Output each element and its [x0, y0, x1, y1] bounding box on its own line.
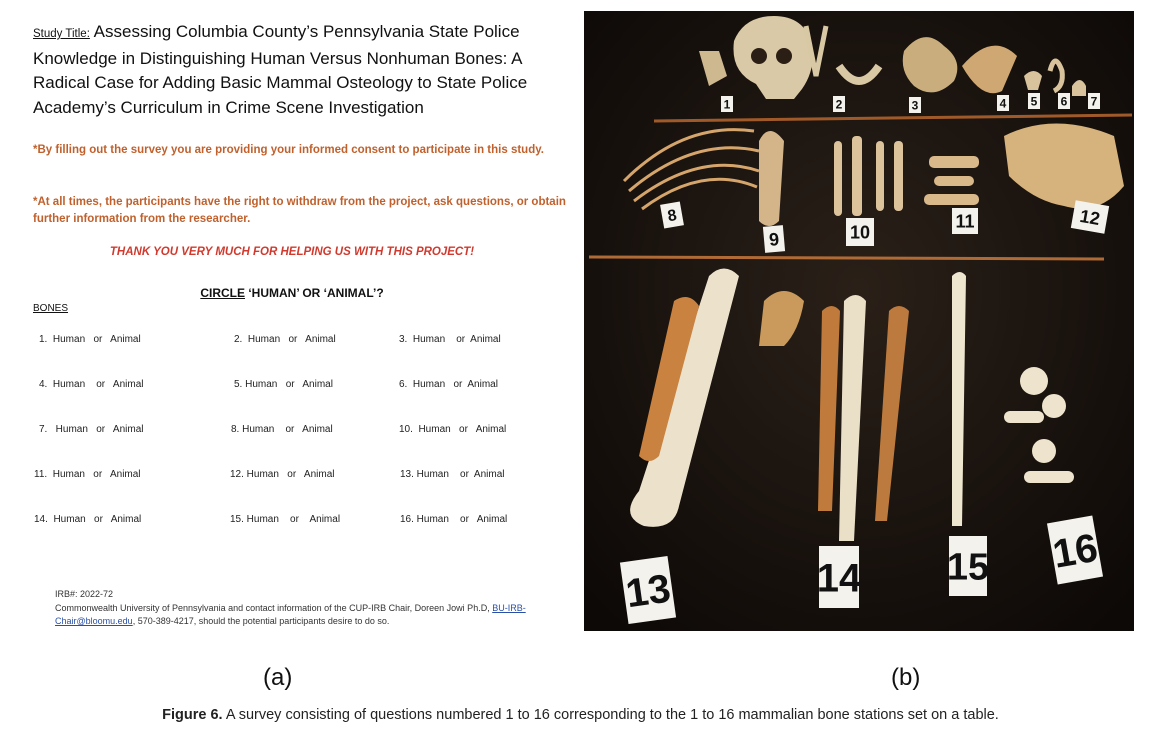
panel-label-a: (a)	[263, 664, 293, 691]
station-number: 16	[1049, 525, 1101, 577]
irb-contact-phone: , 570-389-4217, should the potential participants desire to do so.	[132, 616, 390, 626]
study-title-label: Study Title:	[33, 28, 90, 40]
station-number: 13	[623, 566, 674, 617]
station-card-11	[952, 208, 978, 234]
station-card-7	[1088, 93, 1100, 109]
survey-item-16: 16. Human or Animal	[400, 514, 508, 525]
station-card-10	[846, 218, 874, 246]
figure-caption-prefix: Figure 6.	[162, 707, 223, 723]
divider-rod-middle	[589, 257, 1104, 259]
station-number: 8	[666, 207, 679, 226]
consent-note: *By filling out the survey you are providing your informed consent to participate in this study.	[33, 144, 544, 156]
irb-contact	[55, 602, 575, 629]
panel-label-b: (b)	[891, 664, 921, 691]
station-number: 5	[1030, 94, 1038, 109]
station-number: 1	[723, 97, 731, 112]
circle-word: CIRCLE	[200, 286, 245, 300]
station-card-5	[1028, 93, 1040, 109]
figure-caption	[0, 707, 1161, 723]
irb-footer	[55, 588, 575, 629]
station-number: 2	[835, 97, 843, 112]
survey-item-7: 7. Human or Animal	[39, 424, 144, 435]
survey-item-4: 4. Human or Animal	[39, 379, 144, 390]
figure-caption-text: A survey consisting of questions numbered 1 to 16 corresponding to the 1 to 16 mammalian bone stations set on a table.	[222, 707, 999, 723]
survey-item-13: 13. Human or Animal	[400, 469, 505, 480]
station-card-15	[947, 536, 989, 596]
station-number: 4	[999, 96, 1007, 111]
survey-item-1: 1. Human or Animal	[39, 334, 141, 345]
station-number: 6	[1060, 94, 1068, 109]
station-card-2	[833, 96, 845, 112]
station-card-13	[620, 556, 676, 624]
survey-item-2: 2. Human or Animal	[234, 334, 336, 345]
survey-item-3: 3. Human or Animal	[399, 334, 501, 345]
survey-item-10: 10. Human or Animal	[399, 424, 507, 435]
circle-rest: ‘HUMAN’ OR ‘ANIMAL’?	[245, 286, 384, 300]
bones-header: BONES	[33, 303, 69, 314]
station-number: 12	[1078, 205, 1102, 230]
station-number: 11	[955, 211, 975, 232]
irb-contact-text: Commonwealth University of Pennsylvania and contact information of the CUP-IRB Chair, Doreen Jowi Ph.D,	[55, 602, 493, 613]
station-number: 14	[816, 556, 862, 601]
survey-item-14: 14. Human or Animal	[34, 514, 142, 525]
withdraw-note: *At all times, the participants have the right to withdraw from the project, ask questions, or obtain further information from the researcher.	[33, 196, 566, 225]
station-number: 10	[849, 222, 871, 243]
survey-item-12: 12. Human or Animal	[230, 469, 335, 480]
station-card-14	[817, 546, 862, 608]
station-number: 15	[946, 546, 990, 589]
survey-item-5: 5. Human or Animal	[234, 379, 333, 390]
survey-item-15: 15. Human or Animal	[230, 514, 341, 525]
irb-email-link[interactable]: BU-IRB-Chair@bloomu.edu	[55, 602, 526, 626]
bone-stations-illustration	[584, 11, 1134, 631]
circle-instruction	[0, 286, 584, 300]
study-title	[33, 20, 578, 120]
irb-number: IRB#: 2022-72	[55, 589, 114, 599]
bone-stations-photo	[584, 11, 1134, 631]
station-number: 7	[1090, 94, 1098, 109]
survey-item-6: 6. Human or Animal	[399, 379, 498, 390]
survey-panel	[0, 0, 584, 640]
station-card-9	[763, 225, 785, 253]
thank-you-note: THANK YOU VERY MUCH FOR HELPING US WITH THIS PROJECT!	[109, 246, 475, 258]
survey-item-8: 8. Human or Animal	[231, 424, 333, 435]
station-card-1	[721, 96, 733, 112]
station-card-6	[1058, 93, 1070, 109]
station-card-12	[1071, 200, 1109, 233]
study-title-text: Assessing Columbia County’s Pennsylvania State Police Knowledge in Distinguishing Human Versus Nonhuman Bones: A Radical Case for Adding Basic Mammal Osteology to State Police Academy’s Curriculum in Crime Scene Investigation	[33, 22, 528, 117]
station-card-3	[909, 97, 921, 113]
station-card-4	[997, 95, 1009, 111]
station-number: 9	[768, 229, 780, 250]
station-number: 3	[911, 98, 919, 113]
station-card-8	[660, 201, 684, 228]
survey-item-11: 11. Human or Animal	[34, 469, 141, 480]
